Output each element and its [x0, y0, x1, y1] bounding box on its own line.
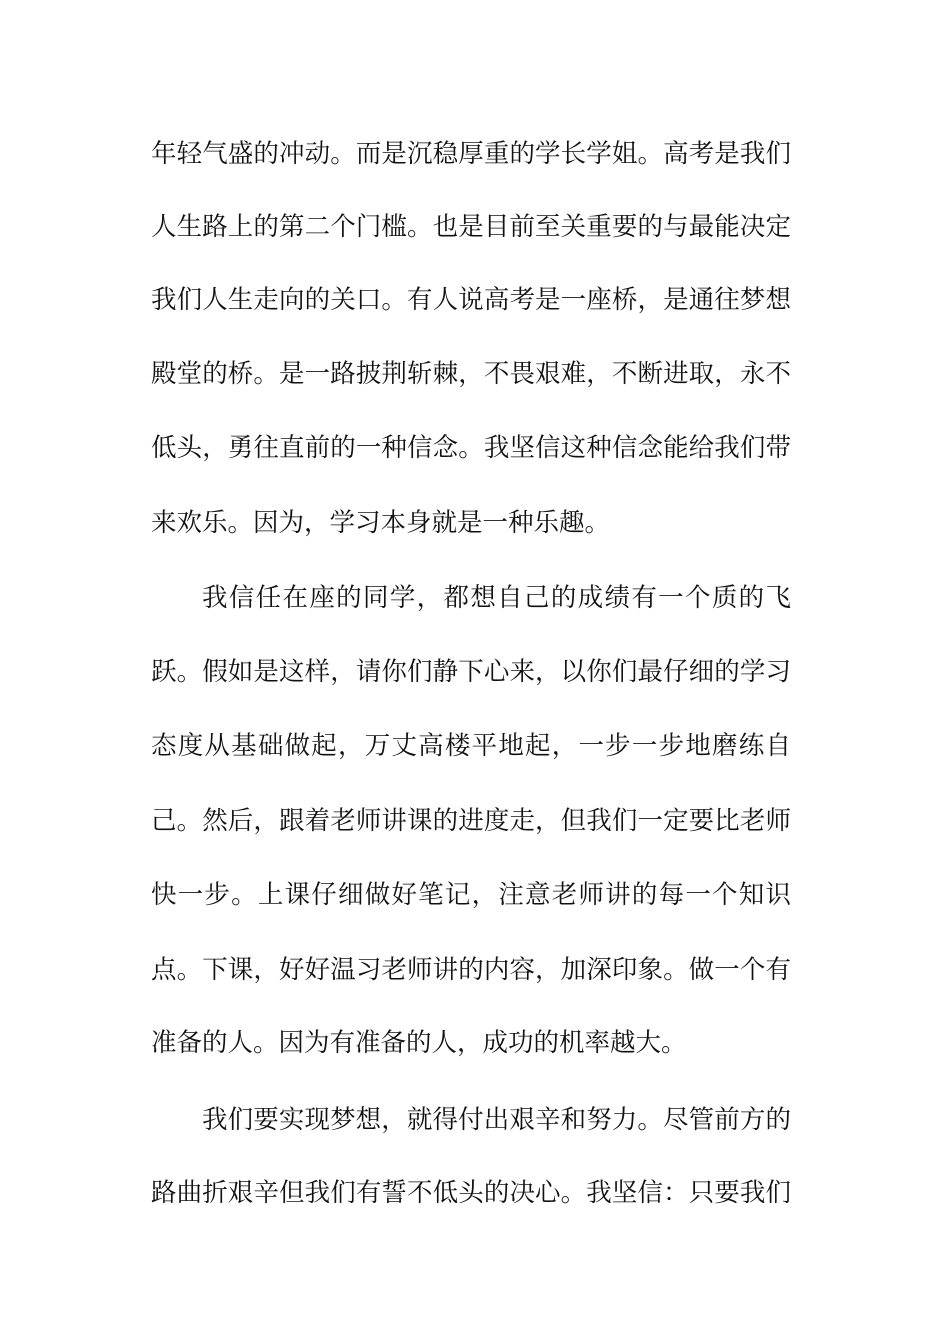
text-line: 殿堂的桥。是一路披荆斩棘，不畏艰难，不断进取，永不 — [151, 359, 791, 389]
text-line: 快一步。上课仔细做好笔记，注意老师讲的每一个知识 — [151, 880, 791, 910]
text-line: 年轻气盛的冲动。而是沉稳厚重的学长学姐。高考是我们 — [151, 139, 791, 169]
text-line: 准备的人。因为有准备的人，成功的机率越大。 — [151, 1028, 687, 1058]
text-line: 来欢乐。因为，学习本身就是一种乐趣。 — [151, 508, 611, 538]
text-line: 低头，勇往直前的一种信念。我坚信这种信念能给我们带 — [151, 433, 791, 463]
paragraph-first-line: 我们要实现梦想，就得付出艰辛和努力。尽管前方的 — [202, 1105, 791, 1135]
paragraph-first-line: 我信任在座的同学，都想自己的成绩有一个质的飞 — [202, 583, 791, 613]
text-line: 路曲折艰辛但我们有誓不低头的决心。我坚信：只要我们 — [151, 1178, 791, 1208]
text-line: 己。然后，跟着老师讲课的进度走，但我们一定要比老师 — [151, 806, 791, 836]
text-line: 人生路上的第二个门槛。也是目前至关重要的与最能决定 — [151, 212, 791, 242]
text-line: 跃。假如是这样，请你们静下心来，以你们最仔细的学习 — [151, 657, 791, 687]
text-line: 点。下课，好好温习老师讲的内容，加深印象。做一个有 — [151, 955, 791, 985]
text-line: 态度从基础做起，万丈高楼平地起，一步一步地磨练自 — [151, 731, 791, 761]
text-line: 我们人生走向的关口。有人说高考是一座桥，是通往梦想 — [151, 285, 791, 315]
